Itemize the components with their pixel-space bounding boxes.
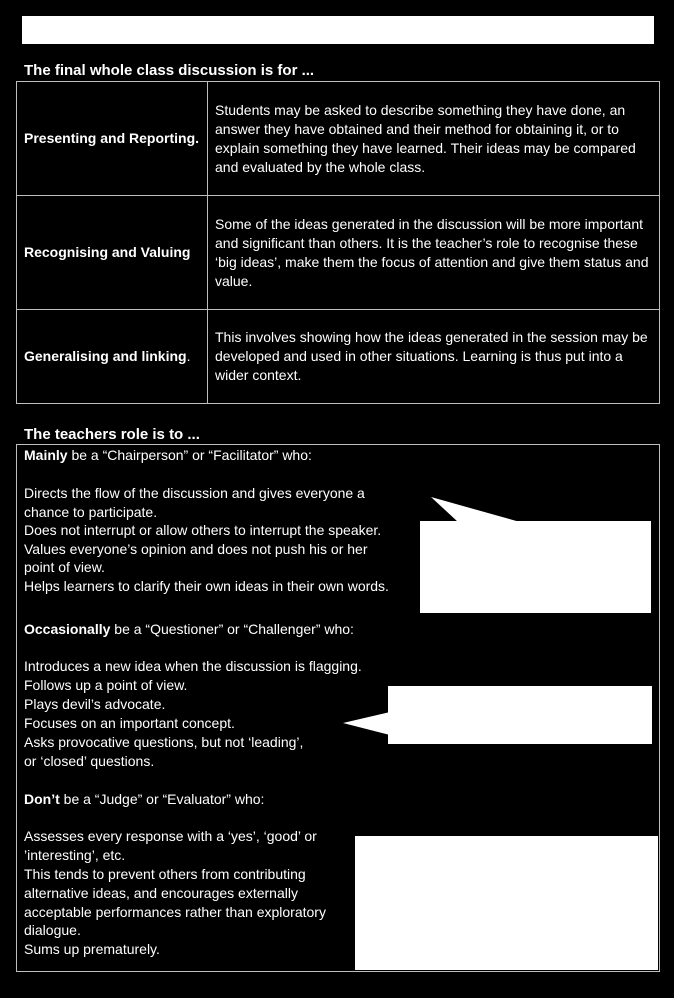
dont-line: ’interesting’, etc.: [24, 847, 126, 863]
row-label-suffix: .: [186, 348, 191, 364]
mainly-line: Helps learners to clarify their own ideas in their own words.: [24, 578, 389, 594]
row-label: Recognising and Valuing: [17, 196, 208, 310]
mainly-lead: Mainly: [24, 447, 68, 463]
mainly-line: Values everyone’s opinion and does not push his or her: [24, 540, 368, 557]
section2-heading: The teachers role is to ...: [24, 426, 200, 443]
mainly-line: point of view.: [24, 559, 105, 576]
dont-line: Assesses every response with a ‘yes’, ‘good’ or: [24, 828, 317, 844]
speech-bubble-1: [420, 521, 651, 613]
occasionally-line: Focuses on an important concept.: [24, 715, 235, 731]
dont-lead: Don’t: [24, 791, 60, 807]
dont-line: acceptable performances rather than exploratory: [24, 904, 326, 920]
speech-bubble-3: [355, 836, 658, 970]
bubble-tail-1: [431, 497, 520, 522]
row-description: Some of the ideas generated in the discussion will be more important and significant than others. It is the teacher’s role to recognise these ‘big ideas’, make them the focus of attention and give them status and value.: [208, 196, 660, 310]
occasionally-line: Plays devil’s advocate.: [24, 696, 166, 712]
row-description: This involves showing how the ideas generated in the session may be developed and used in other situations. Learning is thus put into a wider context.: [208, 310, 660, 404]
section1-heading: The final whole class discussion is for ...: [24, 62, 315, 79]
occasionally-line: Asks provocative questions, but not ‘leading’,: [24, 734, 304, 750]
occasionally-line: or ‘closed’ questions.: [24, 753, 155, 769]
occasionally-lead: Occasionally: [24, 621, 111, 637]
dont-rest: be a “Judge” or “Evaluator” who:: [59, 791, 265, 807]
mainly-line: Does not interrupt or allow others to interrupt the speaker.: [24, 522, 382, 539]
row-description: Students may be asked to describe something they have done, an answer they have obtained and their method for obtaining it, or to explain something they have learned. Their ideas may be compared and evaluated by the whole class.: [208, 82, 660, 196]
row-label: Generalising and linking: [24, 348, 187, 364]
occasionally-line: Introduces a new idea when the discussion is flagging.: [24, 658, 362, 674]
speech-bubble-2: [388, 686, 652, 744]
dont-line: Sums up prematurely.: [24, 941, 160, 957]
bubble-tail-2: [343, 712, 390, 735]
occasionally-rest: be a “Questioner” or “Challenger” who:: [110, 621, 354, 637]
mainly-line: Directs the flow of the discussion and gives everyone a: [24, 485, 365, 501]
row-label: Presenting and Reporting.: [17, 82, 208, 196]
occasionally-line: Follows up a point of view.: [24, 677, 188, 693]
dont-line: This tends to prevent others from contributing: [24, 866, 306, 882]
mainly-line: chance to participate.: [24, 503, 158, 520]
dont-line: dialogue.: [24, 922, 81, 938]
dont-line: alternative ideas, and encourages externally: [24, 885, 298, 901]
mainly-rest: be a “Chairperson” or “Facilitator” who:: [67, 447, 312, 463]
